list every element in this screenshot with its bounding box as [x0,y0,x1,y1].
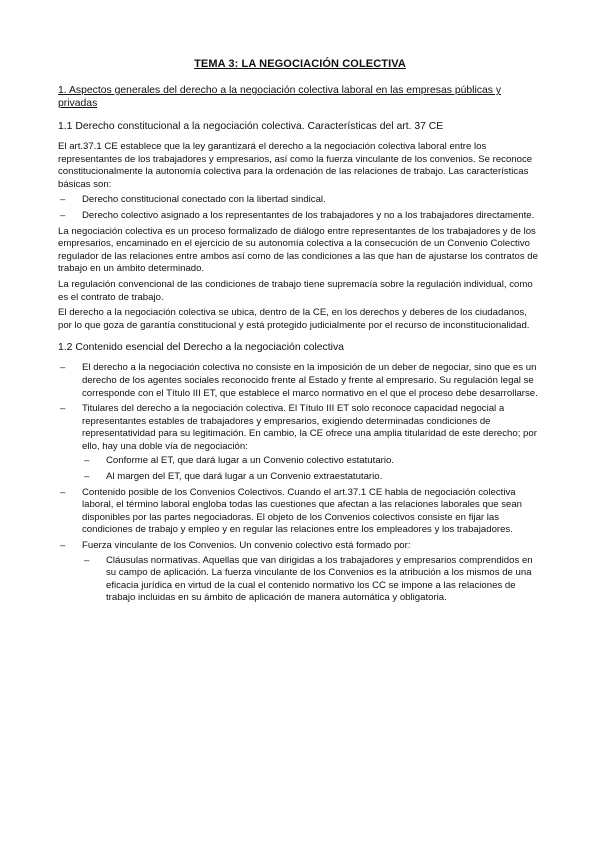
sub-list-item-text: Cláusulas normativas. Aquellas que van dirigidas a los trabajadores y empresarios comprendidos en su campo de aplicación. La fuerza vinculante de los Convenios es la atribución a los mismos de una eficacia jurídica en virtud de la cual el contenido normativo los CC se impone a las relaciones de trabajo incluidas en su ámbito de aplicación de manera automática y obligatoria. [106,554,533,604]
dash-bullet: – [60,403,66,415]
list-item-text: Titulares del derecho a la negociación colectiva. El Título III ET solo reconoce capacidad negocial a representantes estables de trabajadores y empresarios, exigiendo determinadas condiciones de representatividad para su legitimación. En cambio, la CE ofrece una amplia titularidad de este derecho; por ello, hay una doble vía de negociación: [82,403,537,452]
list-item-text: Derecho colectivo asignado a los representantes de los trabajadores y no a los trabajadores directamente. [82,209,535,221]
list-item-text: Contenido posible de los Convenios Colectivos. Cuando el art.37.1 CE habla de negociación colectiva laboral, el término laboral engloba todas las cuestiones que afectan a las relaciones laborales que sean disponibles por las partes negociadoras. El objeto de los Convenios colectivos consiste en fijar las condiciones de trabajo y empleo y en regular las relaciones entre los empleadores y los trabajadores. [82,486,522,536]
section-1-2-heading: 1.2 Contenido esencial del Derecho a la negociación colectiva [58,342,344,354]
dash-bullet: – [60,209,66,221]
dash-bullet: – [84,471,90,483]
sub-list [82,455,542,483]
sub-list [82,555,542,605]
dash-bullet: – [60,540,66,552]
list-item-text: Derecho constitucional conectado con la libertad sindical. [82,194,326,206]
sub-list-item [82,555,542,605]
document-page [58,58,542,608]
list-item [58,540,542,605]
list-item [58,194,542,207]
document-title: TEMA 3: LA NEGOCIACIÓN COLECTIVA [194,58,406,70]
sub-list-item [82,455,542,468]
list-item-text: Fuerza vinculante de los Convenios. Un convenio colectivo está formado por: [82,540,411,552]
section-1-1-heading: 1.1 Derecho constitucional a la negociación colectiva. Características del art. 37 CE [58,121,444,132]
sub-list-item-text: Al margen del ET, que dará lugar a un Convenio extraestatutario. [106,471,383,483]
sub-list-item [82,471,542,484]
paragraph: La regulación convencional de las condiciones de trabajo tiene supremacía sobre la regulación individual, como es el contrato de trabajo. [58,278,533,303]
list-item [58,210,542,223]
list-item-text: El derecho a la negociación colectiva no consiste en la imposición de un deber de negociar, sino que es un derecho de los agentes sociales reconocido frente al Estado y frente al empresario. Su regulación legal se corresponde con el Título III ET, que establece el marco normativo en el que el proceso debe desarrollarse. [82,362,538,399]
dash-bullet: – [84,455,90,467]
dash-bullet: – [84,554,90,566]
list-item [58,403,542,484]
list-item [58,362,542,400]
list-item [58,487,542,537]
characteristics-list [58,194,542,222]
section-1-1-intro: El art.37.1 CE establece que la ley garantizará el derecho a la negociación colectiva laboral entre los representantes de los trabajadores y empresarios, así como la fuerza vinculante de los convenios. Se reconoce constitucionalmente la autonomía colectiva para la ordenación de las relaciones de trabajo. Las características básicas son: [58,141,533,190]
dash-bullet: – [60,362,66,374]
dash-bullet: – [60,194,66,206]
section-1-heading: 1. Aspectos generales del derecho a la negociación colectiva laboral en las empresas públicas y privadas [58,85,502,109]
sub-list-item-text: Conforme al ET, que dará lugar a un Convenio colectivo estatutario. [106,455,394,467]
dash-bullet: – [60,486,66,498]
paragraph: El derecho a la negociación colectiva se ubica, dentro de la CE, en los derechos y deberes de los ciudadanos, por lo que goza de garantía constitucional y está protegido judicialmente por el recurso de inconstitucionalidad. [58,307,530,331]
paragraph: La negociación colectiva es un proceso formalizado de diálogo entre representantes de los trabajadores y de los empresarios, encaminado en el ejercicio de su autonomía colectiva a la consecución de un Convenio Colectivo regulador de las relaciones entre ambos así como de las condiciones a las que han de ajustarse los contratos de trabajo en un ámbito determinado. [58,225,538,275]
content-list [58,362,542,605]
